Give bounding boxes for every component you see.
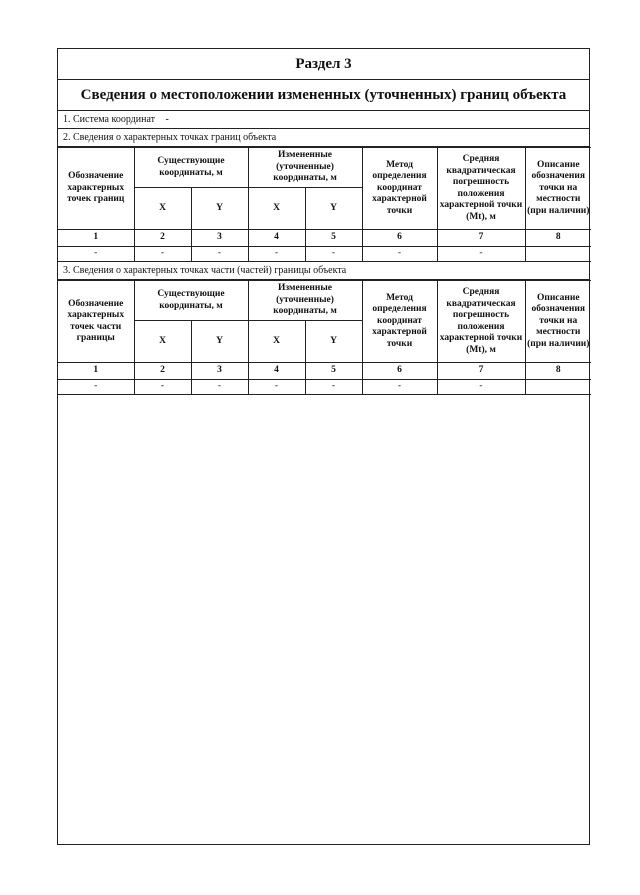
table2-header-changed: Измененные (уточненные) координаты, м [248,281,362,321]
table2-colnum: 1 [58,363,134,380]
table2-header-description: Описание обозначения точки на местности (при наличии) [525,281,591,363]
document-title: Сведения о местоположении измененных (уточненных) границ объекта [58,80,589,111]
table1-header-method: Метод определения координат характерной точки [362,148,437,230]
table2-header-x2: X [248,321,305,363]
table2-cell: - [305,380,362,395]
table1-header-description: Описание обозначения точки на местности (при наличии) [525,148,591,230]
table2-header-method: Метод определения координат характерной точки [362,281,437,363]
table1-cell: - [191,247,248,262]
table1-header-y1: Y [191,188,248,230]
table1-header-designation: Обозначение характерных точек границ [58,148,134,230]
table2-header-y1: Y [191,321,248,363]
table1-cell: - [134,247,191,262]
table1-colnum: 4 [248,230,305,247]
table2-colnum: 7 [437,363,525,380]
table2-header-error: Средняя квадратическая погрешность положения характерной точки (Mt), м [437,281,525,363]
table1-cell: - [305,247,362,262]
table2-colnum: 8 [525,363,591,380]
table2-header-designation: Обозначение характерных точек части границы [58,281,134,363]
table2-header-x1: X [134,321,191,363]
table2-cell: - [248,380,305,395]
table1-colnum: 1 [58,230,134,247]
table1-header-x2: X [248,188,305,230]
table1-header-x1: X [134,188,191,230]
coord-system-row [58,111,589,129]
table1-cell [525,247,591,262]
table2-colnum: 3 [191,363,248,380]
table1-colnum: 8 [525,230,591,247]
section-title: Раздел 3 [58,49,589,80]
table1 [58,147,591,262]
table1-header-y2: Y [305,188,362,230]
table1-cell: - [362,247,437,262]
table2-colnum: 6 [362,363,437,380]
table1-cell: - [437,247,525,262]
table2-cell: - [58,380,134,395]
table2-colnum: 2 [134,363,191,380]
table1-colnum: 3 [191,230,248,247]
table1-colnum: 6 [362,230,437,247]
table1-colnum: 7 [437,230,525,247]
table1-header-existing: Существующие координаты, м [134,148,248,188]
table2-caption: 3. Сведения о характерных точках части (частей) границы объекта [58,262,589,280]
table1-caption: 2. Сведения о характерных точках границ объекта [58,129,589,147]
table2-cell: - [362,380,437,395]
table2-cell [525,380,591,395]
table2-colnum: 5 [305,363,362,380]
coord-system-label: 1. Система координат [63,114,156,125]
table2-cell: - [191,380,248,395]
table1-cell: - [58,247,134,262]
table1-cell: - [248,247,305,262]
document-frame [57,48,590,845]
table1-colnum: 2 [134,230,191,247]
table1-header-changed: Измененные (уточненные) координаты, м [248,148,362,188]
coord-system-value: - [165,114,169,125]
table2-cell: - [134,380,191,395]
table2-colnum: 4 [248,363,305,380]
table2 [58,280,591,395]
table1-colnum: 5 [305,230,362,247]
table2-header-existing: Существующие координаты, м [134,281,248,321]
table2-cell: - [437,380,525,395]
table1-header-error: Средняя квадратическая погрешность положения характерной точки (Mt), м [437,148,525,230]
table2-header-y2: Y [305,321,362,363]
